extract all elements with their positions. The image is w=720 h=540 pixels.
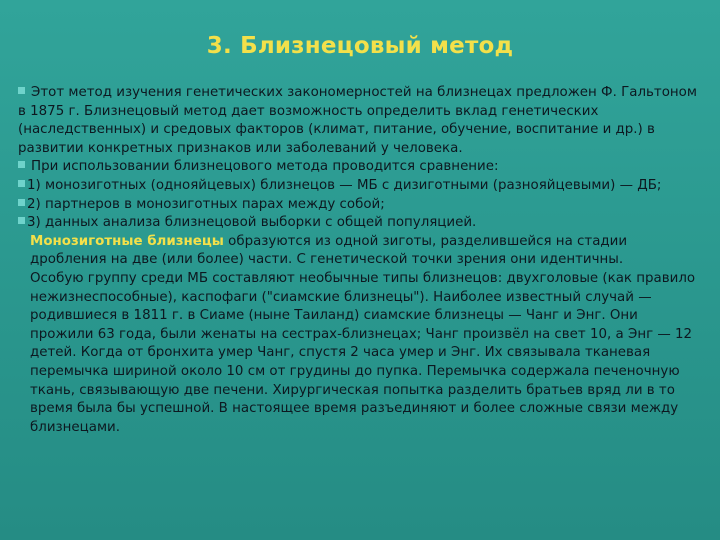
slide-title: 3. Близнецовый метод — [206, 33, 514, 59]
square-bullet-icon — [18, 161, 25, 168]
paragraph-text: При использовании близнецового метода проводится сравнение: — [31, 159, 499, 175]
paragraph-text: Этот метод изучения генетических закономерностей на близнецах предложен Ф. Гальтоном в 1875 г. Близнецовый метод дает возможность определить вклад генетических (наследственных) и средовых факторов (климат, питание, обучение, воспитание и др.) в развитии конкретных признаков или заболеваний у человека. — [18, 85, 697, 156]
list-item-comparison-2 — [18, 196, 702, 215]
list-item-comparison-3 — [18, 214, 702, 233]
paragraph-comparison-intro — [18, 158, 702, 177]
paragraph-siamese-twins — [18, 270, 702, 437]
paragraph-galton — [18, 84, 702, 158]
paragraph-monozygotic — [18, 233, 702, 270]
paragraph-text: Особую группу среди МБ составляют необычные типы близнецов: двухголовые (как правило нежизнеспособные), каспофаги ("сиамские близнецы"). Наиболее известный случай — родившиеся в 1811 г. в Сиаме (ныне Таиланд) сиамские близнецы — Чанг и Энг. Они прожили 63 года, были женаты на сестрах-близнецах; Чанг произвёл на свет 10, а Энг — 12 детей. Когда от бронхита умер Чанг, спустя 2 часа умер и Энг. Их связывала тканевая перемычка шириной около 10 см от грудины до пупка. Перемычка содержала печеночную ткань, связывающую две печени. Хирургическая попытка разделить братьев вряд ли в то время была бы успешной. В настоящее время разъединяют и более сложные связи между близнецами. — [30, 270, 696, 435]
slide-body — [18, 84, 702, 437]
square-bullet-icon — [18, 217, 25, 224]
list-item-text: 1) монозиготных (однояйцевых) близнецов — МБ с дизиготными (разнояйцевыми) — ДБ; — [27, 177, 662, 193]
square-bullet-icon — [18, 199, 25, 206]
list-item-text: 2) партнеров в монозиготных парах между собой; — [27, 196, 385, 212]
list-item-text: 3) данных анализа близнецовой выборки с общей популяцией. — [27, 215, 477, 231]
square-bullet-icon — [18, 87, 25, 94]
square-bullet-icon — [18, 180, 25, 187]
paragraph-text: образуются из одной зиготы, разделившейся на стадии дробления на две (или более) части. С генетической точки зрения они идентичны. — [30, 233, 628, 268]
list-item-comparison-1 — [18, 177, 702, 196]
highlighted-term: Монозиготные близнецы — [30, 233, 224, 249]
